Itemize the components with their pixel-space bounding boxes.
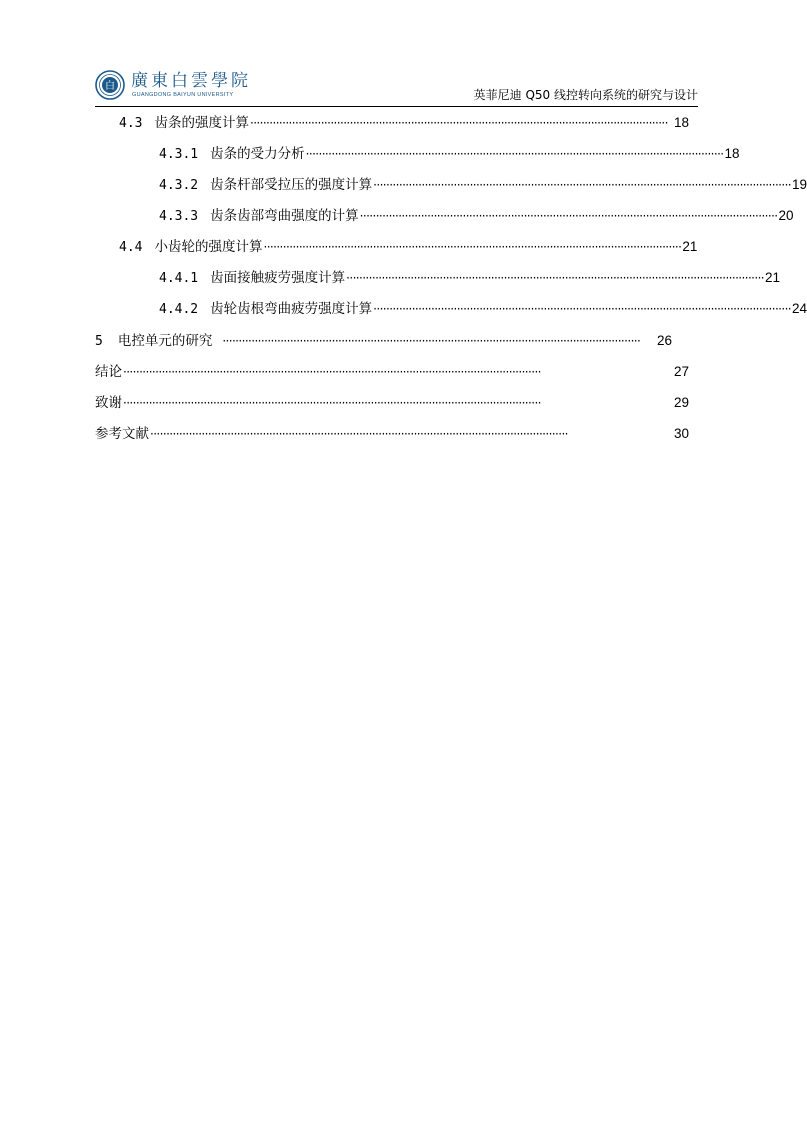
toc-entry-page: 24 bbox=[792, 301, 807, 316]
toc-leader-dots: ·································································································································· bbox=[263, 240, 682, 254]
toc-entry[interactable] bbox=[119, 238, 698, 257]
toc-entry-number: 5 bbox=[95, 334, 103, 349]
toc-entry-number: 4.3.2 bbox=[159, 178, 199, 193]
toc-entry-page: 18 bbox=[673, 115, 689, 130]
toc-entry[interactable] bbox=[159, 207, 794, 226]
university-logo-text: 廣東白雲學院 bbox=[131, 71, 251, 91]
toc-entry-page: 20 bbox=[778, 208, 794, 223]
toc-entry-title: 致谢 bbox=[95, 395, 122, 411]
toc-entry-title: 齿条齿部弯曲强度的计算 bbox=[210, 208, 359, 224]
toc-entry[interactable] bbox=[119, 114, 689, 133]
toc-leader-dots: ·································································································································· bbox=[249, 116, 668, 130]
toc-entry-title: 齿条的强度计算 bbox=[154, 115, 249, 131]
toc-leader-dots: ·································································································································· bbox=[123, 365, 541, 379]
toc-entry-title: 齿条的受力分析 bbox=[210, 146, 305, 162]
toc-entry[interactable] bbox=[95, 425, 689, 443]
toc-leader-dots: ·································································································································· bbox=[373, 178, 792, 192]
toc-leader-dots: ·································································································································· bbox=[359, 209, 778, 223]
toc-entry-page: 19 bbox=[792, 177, 807, 192]
toc-leader-dots: ·································································································································· bbox=[123, 396, 541, 410]
toc-entry[interactable] bbox=[159, 300, 807, 319]
toc-entry[interactable] bbox=[159, 145, 740, 164]
university-logo-subtext: GUANGDONG BAIYUN UNIVERSITY bbox=[132, 92, 234, 98]
toc-entry-number: 4.3.1 bbox=[159, 147, 199, 162]
toc-entry-title: 齿条杆部受拉压的强度计算 bbox=[210, 177, 373, 193]
toc-entry-title: 齿轮齿根弯曲疲劳强度计算 bbox=[210, 301, 373, 317]
toc-entry-title: 齿面接触疲劳强度计算 bbox=[210, 270, 346, 286]
toc-entry-page: 29 bbox=[673, 395, 689, 410]
toc-entry-number: 4.4.1 bbox=[159, 271, 199, 286]
toc-entry-title: 小齿轮的强度计算 bbox=[154, 239, 263, 255]
university-seal-icon bbox=[95, 70, 125, 100]
toc-leader-dots: ·································································································································· bbox=[305, 147, 724, 161]
toc-entry-title: 电控单元的研究 bbox=[117, 333, 213, 349]
toc-entry-page: 21 bbox=[682, 239, 698, 254]
toc-entry-page: 30 bbox=[673, 426, 689, 441]
toc-entry-number: 4.3 bbox=[119, 116, 143, 131]
toc-entry-title: 结论 bbox=[95, 364, 122, 380]
seal-char: 白 bbox=[105, 81, 115, 92]
toc-leader-dots: ·································································································································· bbox=[150, 427, 568, 441]
toc-entry-number: 4.4.2 bbox=[159, 302, 199, 317]
toc-entry-number: 4.3.3 bbox=[159, 209, 199, 224]
header-title: 英菲尼迪 Q50 线控转向系统的研究与设计 bbox=[473, 88, 698, 102]
toc-entry-number: 4.4 bbox=[119, 240, 143, 255]
toc-entry[interactable] bbox=[95, 332, 672, 351]
toc-entry[interactable] bbox=[95, 394, 689, 412]
toc-leader-dots: ·································································································································· bbox=[373, 302, 792, 316]
toc-entry[interactable] bbox=[95, 363, 689, 381]
toc-entry-page: 27 bbox=[673, 364, 689, 379]
toc-entry-page: 18 bbox=[724, 146, 740, 161]
toc-entry-page: 21 bbox=[765, 270, 781, 285]
toc-entry-title: 参考文献 bbox=[95, 426, 149, 442]
toc-leader-dots: ·································································································································· bbox=[222, 334, 641, 348]
toc-entry[interactable] bbox=[159, 269, 781, 288]
toc-entry-page: 26 bbox=[656, 333, 672, 348]
toc-leader-dots: ·································································································································· bbox=[346, 271, 765, 285]
page-header bbox=[95, 68, 698, 107]
toc-entry[interactable] bbox=[159, 176, 807, 195]
